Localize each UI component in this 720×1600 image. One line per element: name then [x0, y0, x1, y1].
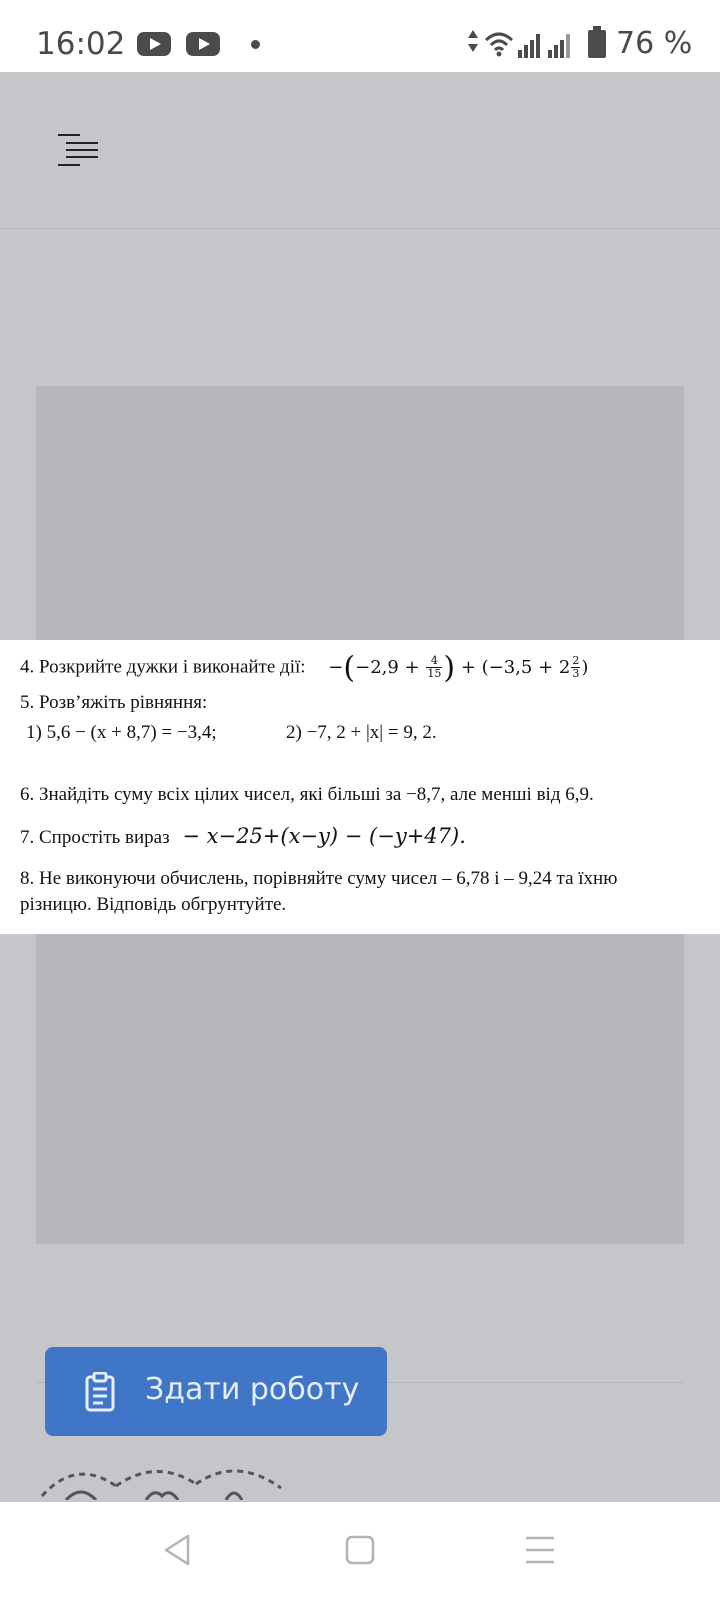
task-6: 6. Знайдіть суму всіх цілих чисел, які більші за −8,7, але менші від 6,9.: [20, 784, 594, 805]
youtube-icon: [137, 32, 171, 56]
navigation-bar: [0, 1502, 720, 1600]
text-align-icon[interactable]: [58, 134, 100, 168]
task-8-line-2: різницю. Відповідь обгрунтуйте.: [20, 894, 287, 915]
home-button[interactable]: [336, 1526, 384, 1574]
home-square-icon: [336, 1526, 384, 1574]
data-arrows-icon: [468, 28, 480, 58]
expr-minus: −: [328, 656, 344, 678]
decorative-pattern: [36, 1466, 296, 1500]
fraction-2-3: $\frac{2}{3}$: [572, 654, 580, 680]
back-button[interactable]: [154, 1526, 202, 1574]
expr-end: ): [581, 656, 589, 678]
task-sheet: [0, 640, 720, 934]
submit-work-button[interactable]: [45, 1347, 387, 1436]
wifi-icon: [484, 30, 514, 58]
image-placeholder-bottom: [36, 934, 684, 1244]
task-4-label: 4. Розкрийте дужки і виконайте дії:: [20, 656, 306, 678]
clipboard-icon: [85, 1372, 115, 1412]
submit-work-label: Здати роботу: [145, 1372, 360, 1407]
task-5-label: 5. Розв’яжіть рівняння:: [20, 692, 208, 713]
signal-icon: [518, 32, 542, 58]
task-8-line-1: 8. Не виконуючи обчислень, порівняйте суму чисел – 6,78 і – 9,24 та їхню: [20, 868, 618, 889]
task-4-expression: −(−2,9 + $\frac{4}{15}$ ) + (−3,5 + 2 $\frac{2}{3}$ ): [328, 650, 589, 685]
youtube-icon: [186, 32, 220, 56]
back-triangle-icon: [154, 1526, 202, 1574]
recents-button[interactable]: [516, 1526, 564, 1574]
signal-icon: [548, 32, 572, 58]
notification-dot: [251, 40, 260, 49]
task-5-eq-2: 2) −7, 2 + |x| = 9, 2.: [286, 722, 437, 743]
recents-menu-icon: [516, 1526, 564, 1574]
task-7-expression: − x−25+(x−y) − (−y+47).: [182, 824, 466, 848]
top-toolbar: [0, 72, 720, 229]
expr-part-a: −2,9 +: [355, 656, 420, 678]
image-placeholder-top: [36, 386, 684, 640]
task-5-eq-1: 1) 5,6 − (x + 8,7) = −3,4;: [26, 722, 217, 743]
expr-part-mid: + (−3,5 + 2: [460, 656, 571, 678]
task-4: [20, 650, 588, 685]
battery-icon: [588, 30, 606, 58]
task-7: [20, 824, 466, 849]
fraction-4-15: $\frac{4}{15}$: [427, 654, 442, 680]
battery-percent: 76 %: [616, 26, 693, 61]
status-bar: [0, 0, 720, 72]
status-time: 16:02: [36, 26, 126, 62]
task-7-label: 7. Спростіть вираз: [20, 827, 170, 848]
